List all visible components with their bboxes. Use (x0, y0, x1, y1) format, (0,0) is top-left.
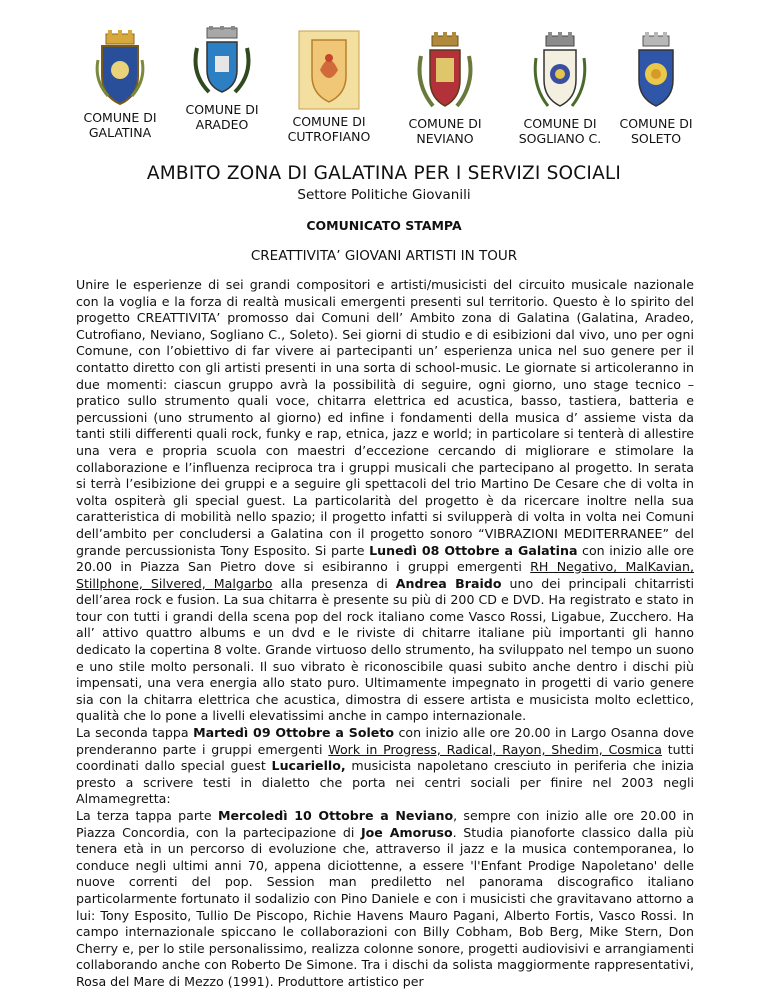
press-release-label: COMUNICATO STAMPA (306, 218, 462, 233)
comune-soleto (614, 30, 698, 146)
paragraph-1: Unire le esperienze di sei grandi compositori e artisti/musicisti del circuito musicale nazionale con la voglia e la forza di realtà musicali emergenti presenti sul territorio. Questo è lo spirito del progetto CREATTIVITA’ promosso dai Comuni dell’ Ambito zona di Galatina (Galatina, Aradeo, Cutrofiano, Neviano, Sogliano C., Soleto). Sei giorni di studio e di esibizioni dal vivo, uno per ogni Comune, con l’obiettivo di far vivere ai partecipanti un’ esperienza unica nel suo genere per il contatto diretto con gli artisti presenti in una sorta di school-music. Le giornate si articoleranno in due momenti: ciascun gruppo avrà la possibilità di seguire, ogni giorno, uno stage tecnico – pratico sullo strumento quali voce, chitarra elettrica ed acustica, basso, tastiera, batteria e percussioni (uno strumento al giorno) ed infine i fondamenti della musica d’ assieme vista da tanti stili differenti quali rock, funky e rap, etnica, jazz e world; in particolare si tenterà di allestire una vera e propria scuola con maestri d’eccezione cercando di migliorare e stimolare la collaborazione e l’influenza reciproca tra i gruppi musicali che partecipano al progetto. In serata si terrà l’esibizione dei gruppi e a seguire gli spettacoli del trio Martino De Cesare che di volta in volta ospiterà gli special guest. La particolarità del progetto è da ricercare inoltre nella sua caratteristica di mobilità nello spazio; il progetto infatti si svilupperà di volta in volta nei Comuni dell’ambito per concludersi a Galatina con il progetto sonoro “VIBRAZIONI MEDITERRANEE” del grande percussionista Tony Esposito. Si parte Lunedì 08 Ottobre a Galatina con inizio alle ore 20.00 in Piazza San Pietro dove si esibiranno i gruppi emergenti RH Negativo, MalKavian, Stillphone, Silvered, Malgarbo alla presenza di Andrea Braido uno dei principali chitarristi dell’area rock e fusion. La sua chitarra è presente su più di 200 CD e DVD. Ha registrato e stato in tour con tutti i grandi della scena pop del rock italiano come Vasco Rossi, Ligabue, Zucchero. Ha all’ attivo quattro albums e un dvd e le riviste di chitarre italiane più importanti gli hanno dedicato la copertina 8 volte. Grande virtuoso dello strumento, ha sviluppato nel tempo un suono e uno stile molto personali. Il suo vibrato è riconoscibile quasi subito anche dentro i dischi più impensati, una vera energia allo stato puro. Ultimamente impegnato in progetti di vario genere sia con la chitarra elettrica che acustica, dimostra di essere artista e musicista molto eclettico, qualità che lo pone a livelli elevatissimi anche in campo internazionale. (76, 277, 695, 724)
cutrofiano-crest-icon (298, 30, 360, 110)
comuni-header (0, 30, 768, 150)
galatina-crest-icon (94, 30, 146, 106)
neviano-crest-icon (415, 30, 475, 112)
groups-galatina: RH Negativo, MalKavian, Stillphone, Silvered, Malgarbo (76, 559, 694, 591)
sogliano-crest-icon (532, 30, 588, 112)
press-release-body (76, 277, 694, 991)
comune-neviano (392, 30, 498, 146)
soleto-crest-icon (631, 30, 681, 112)
guest-lucariello: Lucariello, (271, 758, 346, 774)
comune-cutrofiano-label: COMUNE DI CUTROFIANO (287, 114, 371, 144)
document-subtitle: Settore Politiche Giovanili (297, 187, 471, 203)
comune-cutrofiano (275, 30, 383, 144)
date-galatina: Lunedì 08 Ottobre a Galatina (369, 542, 578, 558)
date-neviano: Mercoledì 10 Ottobre a Neviano (217, 808, 454, 823)
comune-sogliano-label: COMUNE DI SOGLIANO C. (518, 116, 602, 146)
comune-soleto-label: COMUNE DI SOLETO (619, 116, 693, 146)
paragraph-2: La seconda tappa Martedì 09 Ottobre a Soleto con inizio alle ore 20.00 in Largo Osanna dove prenderanno parte i gruppi emergenti Work in Progress, Radical, Rayon, Shedim, Cosmica tutti coordinati dallo special guest Lucariello, musicista napoletano cresciuto in periferia che inizia presto a scrivere testi in dialetto che porta nei centri sociali per finire nel 2003 negli Almamegretta: (76, 725, 695, 807)
groups-soleto: Work in Progress, Radical, Rayon, Shedim, Cosmica (328, 741, 662, 757)
aradeo-crest-icon (189, 26, 255, 98)
comune-galatina-label: COMUNE DI GALATINA (83, 110, 157, 140)
guest-amoruso: Joe Amoruso (360, 824, 453, 840)
comune-aradeo-label: COMUNE DI ARADEO (185, 102, 259, 132)
comune-galatina (70, 30, 170, 140)
comune-sogliano (507, 30, 613, 146)
paragraph-3: La terza tappa parte Mercoledì 10 Ottobre a Neviano, sempre con inizio alle ore 20.00 in Piazza Concordia, con la partecipazione di Joe Amoruso. Studia pianoforte classico dalla più tenera età in un percorso di evoluzione che, attraverso il jazz e la musica contemporanea, lo conduce negli ultimi anni 70, appena diciottenne, a essere 'l'Enfant Prodige Napoletano' delle nuove correnti del pop. Session man prediletto nel panorama discografico italiano particolarmente fortunato il sodalizio con Pino Daniele e con i musicisti che gravitavano attorno a lui: Tony Esposito, Tullio De Piscopo, Richie Havens Mauro Pagani, Alberto Fortis, Vasco Rossi. In campo internazionale spiccano le collaborazioni con Billy Cobham, Bob Berg, Mike Stern, Don Cherry e, per lo stile personalissimo, realizza colonne sonore, progetti audiovisivi e arrangiamenti collaborando anche con Roberto De Simone. Tra i dischi da solista maggiormente rappresentativi, Rosa del Mare di Mezzo (1991). Produttore artistico per (76, 808, 695, 989)
comune-neviano-label: COMUNE DI NEVIANO (408, 116, 482, 146)
date-soleto: Martedì 09 Ottobre a Soleto (193, 725, 395, 741)
guest-braido: Andrea Braido (395, 575, 502, 591)
document-title: AMBITO ZONA DI GALATINA PER I SERVIZI SOCIALI (146, 163, 622, 184)
tour-title: CREATTIVITA’ GIOVANI ARTISTI IN TOUR (250, 248, 518, 264)
comune-aradeo (172, 26, 272, 132)
